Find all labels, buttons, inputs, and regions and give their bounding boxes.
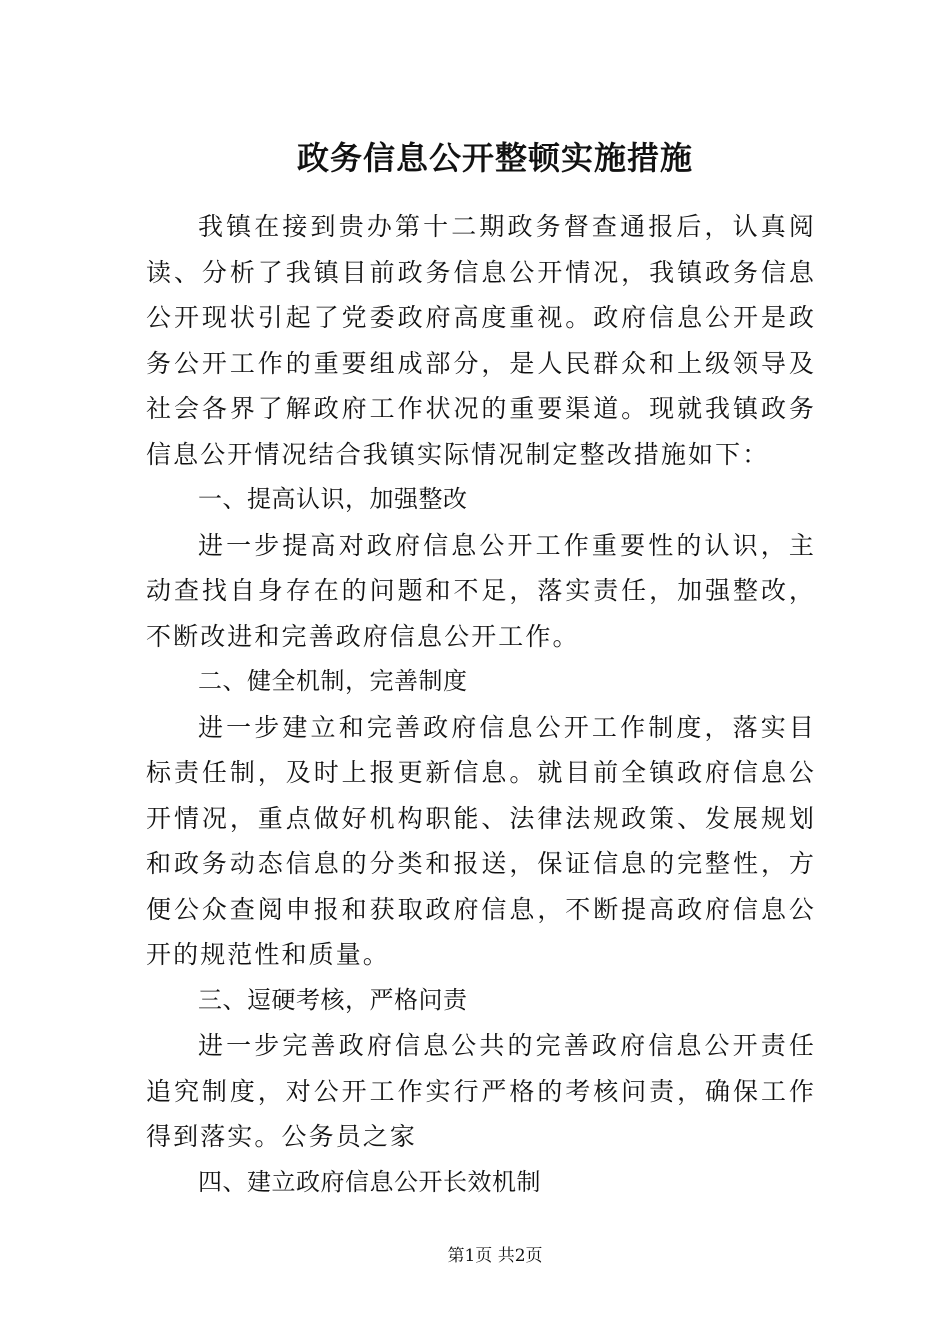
section-heading-2: 二、健全机制，完善制度 (198, 667, 468, 695)
document-title: 政务信息公开整顿实施措施 (296, 139, 693, 177)
section-heading-4: 四、建立政府信息公开长效机制 (198, 1167, 541, 1196)
section-heading-3: 三、逗硬考核，严格问责 (198, 985, 468, 1014)
intro-paragraph: 我镇在接到贵办第十二期政务督查通报后，认真阅读、分析了我镇目前政务信息公开情况，我镇政务信息公开现状引起了党委政府高度重视。政府信息公开是政务公开工作的重要组成部分，是人民群众和上级领导及社会各界了解政府工作状况的重要渠道。现就我镇政务信息公开情况结合我镇实际情况制定整改措施如下： (146, 212, 816, 469)
section-paragraph-1: 进一步提高对政府信息公开工作重要性的认识，主动查找自身存在的问题和不足，落实责任，加强整改，不断改进和完善政府信息公开工作。 (146, 530, 816, 651)
section-heading-1: 一、提高认识，加强整改 (198, 485, 468, 513)
page-footer: 第1页 共2页 (447, 1246, 543, 1266)
document-body (146, 204, 816, 1205)
section-paragraph-2: 进一步建立和完善政府信息公开工作制度，落实目标责任制，及时上报更新信息。就目前全镇政府信息公开情况，重点做好机构职能、法律法规政策、发展规划和政务动态信息的分类和报送，保证信息的完整性，方便公众查阅申报和获取政府信息，不断提高政府信息公开的规范性和质量。 (146, 712, 816, 969)
section-paragraph-3: 进一步完善政府信息公共的完善政府信息公开责任追究制度，对公开工作实行严格的考核问责，确保工作得到落实。公务员之家 (146, 1031, 816, 1151)
